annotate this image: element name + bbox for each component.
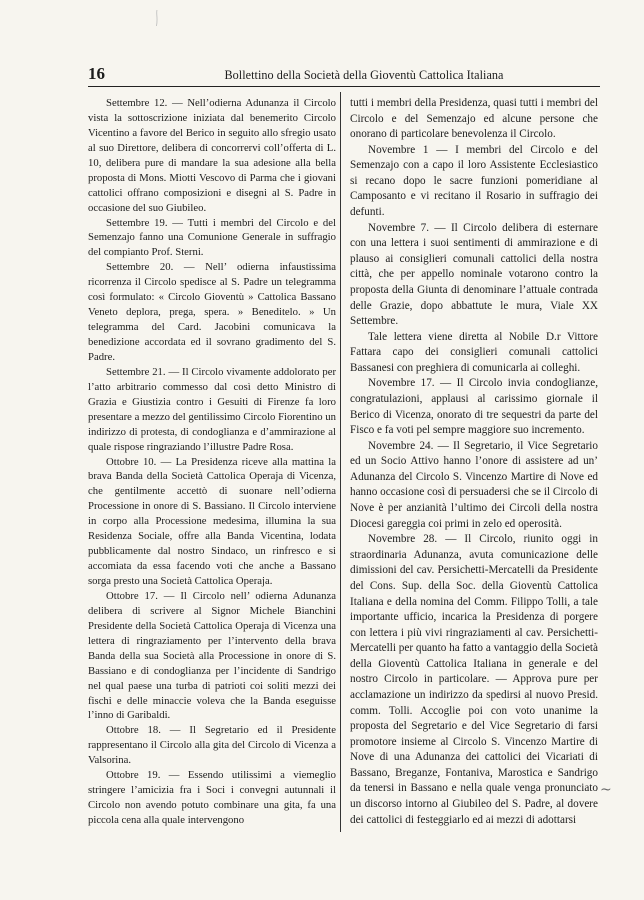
- header-rule: [88, 86, 600, 87]
- margin-scratch-mark: [155, 10, 159, 26]
- margin-dash-mark: ~: [600, 782, 612, 798]
- paragraph: Ottobre 19. — Essendo utilissimi a viemeglio stringere l’amicizia fra i Soci i convegni autunnali il Circolo non avendo potuto combinare una gita, fa una piccola cena alla quale intervengono: [88, 769, 336, 826]
- running-header: [88, 64, 600, 86]
- continued-paragraph: tutti i membri della Presidenza, quasi tutti i membri del Circolo e del Semenzajo ed alcune persone che onorano di particolare benevolenza il Circolo.: [350, 97, 598, 141]
- column-divider: [340, 92, 341, 832]
- right-column: [350, 96, 598, 828]
- paragraph: Settembre 19. — Tutti i membri del Circolo e del Semenzajo fanno una Comunione Generale in suffragio del compianto Prof. Sterni.: [88, 216, 336, 259]
- paragraph: Tale lettera viene diretta al Nobile D.r Vittore Fattara capo dei consiglieri comunali cattolici Bassanesi con preghiera di comunicarla ai colleghi.: [350, 330, 598, 374]
- paragraph: Novembre 24. — Il Segretario, il Vice Segretario ed un Socio Attivo hanno l’onore di assistere ad un’ Adunanza del Circolo S. Vincenzo Martire di Nove ed hanno occasione così di persuadersi che se il Circolo di Nove è per anzianità l’ultimo dei Circoli della nostra Diocesi gareggia coi primi in zelo ed operosità.: [350, 439, 598, 530]
- paragraph: Settembre 20. — Nell’ odierna infaustissima ricorrenza il Circolo spedisce al S. Padre un telegramma così formulato: « Circolo Gioventù » Cattolica Bassano Veneto deplora, prega, spera. » Beneditelo. » Un telegramma del Card. Jacobini comunicava la benedizione accordata ed il sovrano gradimento del S. Padre.: [88, 261, 336, 363]
- paragraph: Novembre 28. — Il Circolo, riunito oggi in straordinaria Adunanza, avuta comunicazione delle dimissioni del cav. Persichetti-Mercatelli da Presidente del Cons. Sup. della Soc. della Gioventù Cattolica Italiana e della nomina del Comm. Filippo Tolli, a tale importante ufficio, incarica la Presidenza di porgere con lettera i più vivi ringraziamenti al cav. Persichetti-Mercatelli per quanto ha fatto a vantaggio della Società della Gioventù Cattolica Italiana in generale e del nostro Circolo in particolare. — Approva pure per acclamazione un indirizzo da spedirsi al nuovo Presid. comm. Tolli. Accoglie poi con voto unanime la proposta del Segretario e del Vice Segretario di farsi promotore insieme al Circolo S. Vincenzo Martire di Nove di una Adunanza dei cattolici dei Vicariati di Bassano, Breganze, Fontaniva, Marostica e Sandrigo da tenersi in Bassano e nella quale venga pronunciato un discorso intorno al Giubileo del S. Padre, al dovere dei cattolici di festeggiarlo ed ai mezzi di adottarsi: [350, 533, 598, 826]
- paragraph: Ottobre 18. — Il Segretario ed il Presidente rappresentano il Circolo alla gita del Circolo di Vicenza a Valsorina.: [88, 724, 336, 767]
- paragraph: Ottobre 10. — La Presidenza riceve alla mattina la brava Banda della Società Cattolica Operaja di Vicenza, che gentilmente accettò di suonare nell’odierna Processione in onore di S. Bassiano. Il Circolo interviene in corpo alla Processione medesima, illumina la sua Residenza Sociale, offre alla Banda Vicentina, lodata pubblicamente dal nostro Sindaco, un rinfresco e si accomiata da essa facendo voti che anche a Bassano sorga presto una Società Cattolica Operaja.: [88, 455, 336, 587]
- page-number: 16: [88, 64, 105, 83]
- paragraph: Novembre 7. — Il Circolo delibera di esternare con una lettera i suoi sentimenti di ammirazione e di plauso ai consiglieri comunali cattolici della nostra città, che per appello nominale votarono contro la proposta della Giunta di denominare l’attuale contrada delle Grazie, dopo abbattute le mura, Viale XX Settembre.: [350, 221, 598, 328]
- left-column: [88, 96, 336, 828]
- paragraph: Ottobre 17. — Il Circolo nell’ odierna Adunanza delibera di scrivere al Signor Michele Bianchini Presidente della Società Cattolica Operaja di Vicenza una lettera di ringraziamento per l’intervento della brava Banda della sua Società alla Processione in onore di S. Bassiano e di condoglianza per l’incidente di Sandrigo nel qual paese una turba di patrioti coi soliti mezzi dei fischi e delle minaccie voleva che la Banda eseguisse l’inno di Garibaldi.: [88, 589, 336, 722]
- journal-title: Bollettino della Società della Gioventù Cattolica Italiana: [224, 68, 504, 82]
- paragraph: Settembre 12. — Nell’odierna Adunanza il Circolo vista la sottoscrizione iniziata dal benemerito Circolo Vicentino a favore del Berico in seguito allo sfregio usato al suo Direttore, delibera di concorrervi coll’offerta di L. 10, delibera pure di mandare la sua adesione alla bella proposta di Mons. Miotti Vescovo di Parma che i giovani cattolici offrano composizioni e disegni al S. Padre in occasione del suo Giubileo.: [88, 97, 336, 214]
- paragraph: Novembre 1 — I membri del Circolo e del Semenzajo con a capo il loro Assistente Ecclesiastico si recano dopo le sacre funzioni pomeridiane al Camposanto e vi recitano il Rosario in suffragio dei defunti.: [350, 143, 598, 219]
- paragraph: Settembre 21. — Il Circolo vivamente addolorato per l’atto arbitrario commesso dal così detto Ministro di Grazia e Giustizia contro i Gesuiti di Firenze fa loro presentare a mezzo del gentilissimo Circolo Fiorentino un indirizzo di protesta, di condoglianza e d’ammirazione al quale rispose ringraziando l’illustre Padre Rosa.: [88, 365, 336, 453]
- paragraph: Novembre 17. — Il Circolo invia condoglianze, congratulazioni, applausi al carissimo giornale il Berico di Vicenza, onorato di tre sequestri da parte del Fisco e fa voti pel sempre maggiore suo incremento.: [350, 377, 598, 437]
